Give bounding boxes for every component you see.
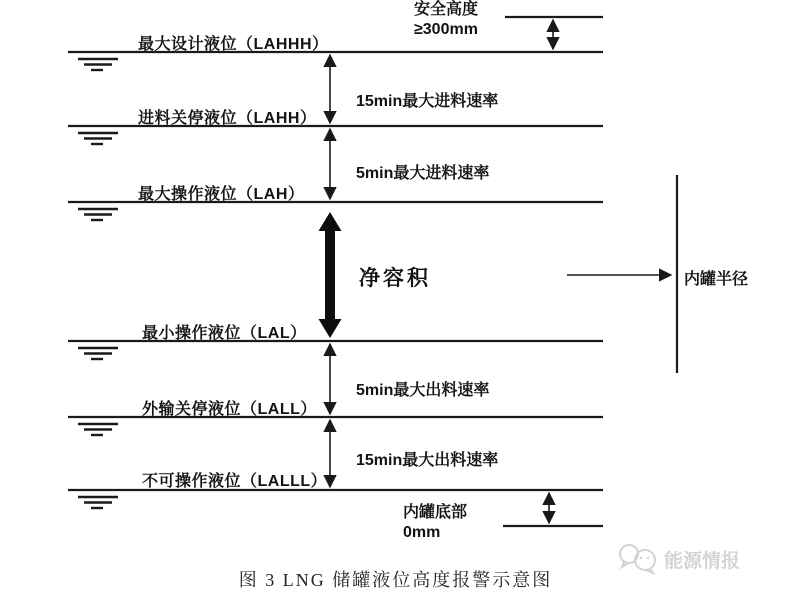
net-volume-label: 净容积 (359, 266, 431, 290)
label-max-design-level: 最大设计液位（LAHHH） (138, 36, 329, 53)
tank-bottom-title: 内罐底部 (403, 504, 468, 521)
feed-rate-15min-label: 15min最大进料速率 (356, 93, 499, 110)
label-feed-shutdown-level: 进料关停液位（LAHH） (138, 110, 317, 127)
water-symbol (78, 424, 118, 435)
water-symbol (78, 497, 118, 508)
label-max-operating-level: 最大操作液位（LAH） (138, 186, 305, 203)
watermark (616, 543, 740, 575)
water-symbol (78, 59, 118, 70)
label-min-operating-level: 最小操作液位（LAL） (142, 325, 307, 342)
water-symbol (78, 209, 118, 220)
label-non-operable-level: 不可操作液位（LALLL） (142, 473, 328, 490)
water-symbol (78, 133, 118, 144)
water-symbol (78, 348, 118, 359)
discharge-rate-15min-label: 15min最大出料速率 (356, 452, 499, 469)
feed-rate-5min-label: 5min最大进料速率 (356, 165, 490, 182)
safety-height-title: 安全高度 (414, 1, 479, 18)
tank-bottom-value: 0mm (403, 524, 441, 541)
inner-radius-label: 内罐半径 (684, 271, 749, 288)
watermark-text: 能源情报 (664, 550, 741, 572)
chat-bubbles-icon (616, 543, 660, 575)
net-volume-arrow (319, 212, 342, 338)
figure-caption: 图 3 LNG 储罐液位高度报警示意图 (238, 570, 553, 590)
label-export-shutdown-level: 外输关停液位（LALL） (142, 401, 317, 418)
discharge-rate-5min-label: 5min最大出料速率 (356, 382, 490, 399)
tank-bottom-annotation (403, 503, 467, 543)
safety-height-annotation (414, 0, 478, 40)
safety-height-value: ≥300mm (414, 21, 478, 38)
